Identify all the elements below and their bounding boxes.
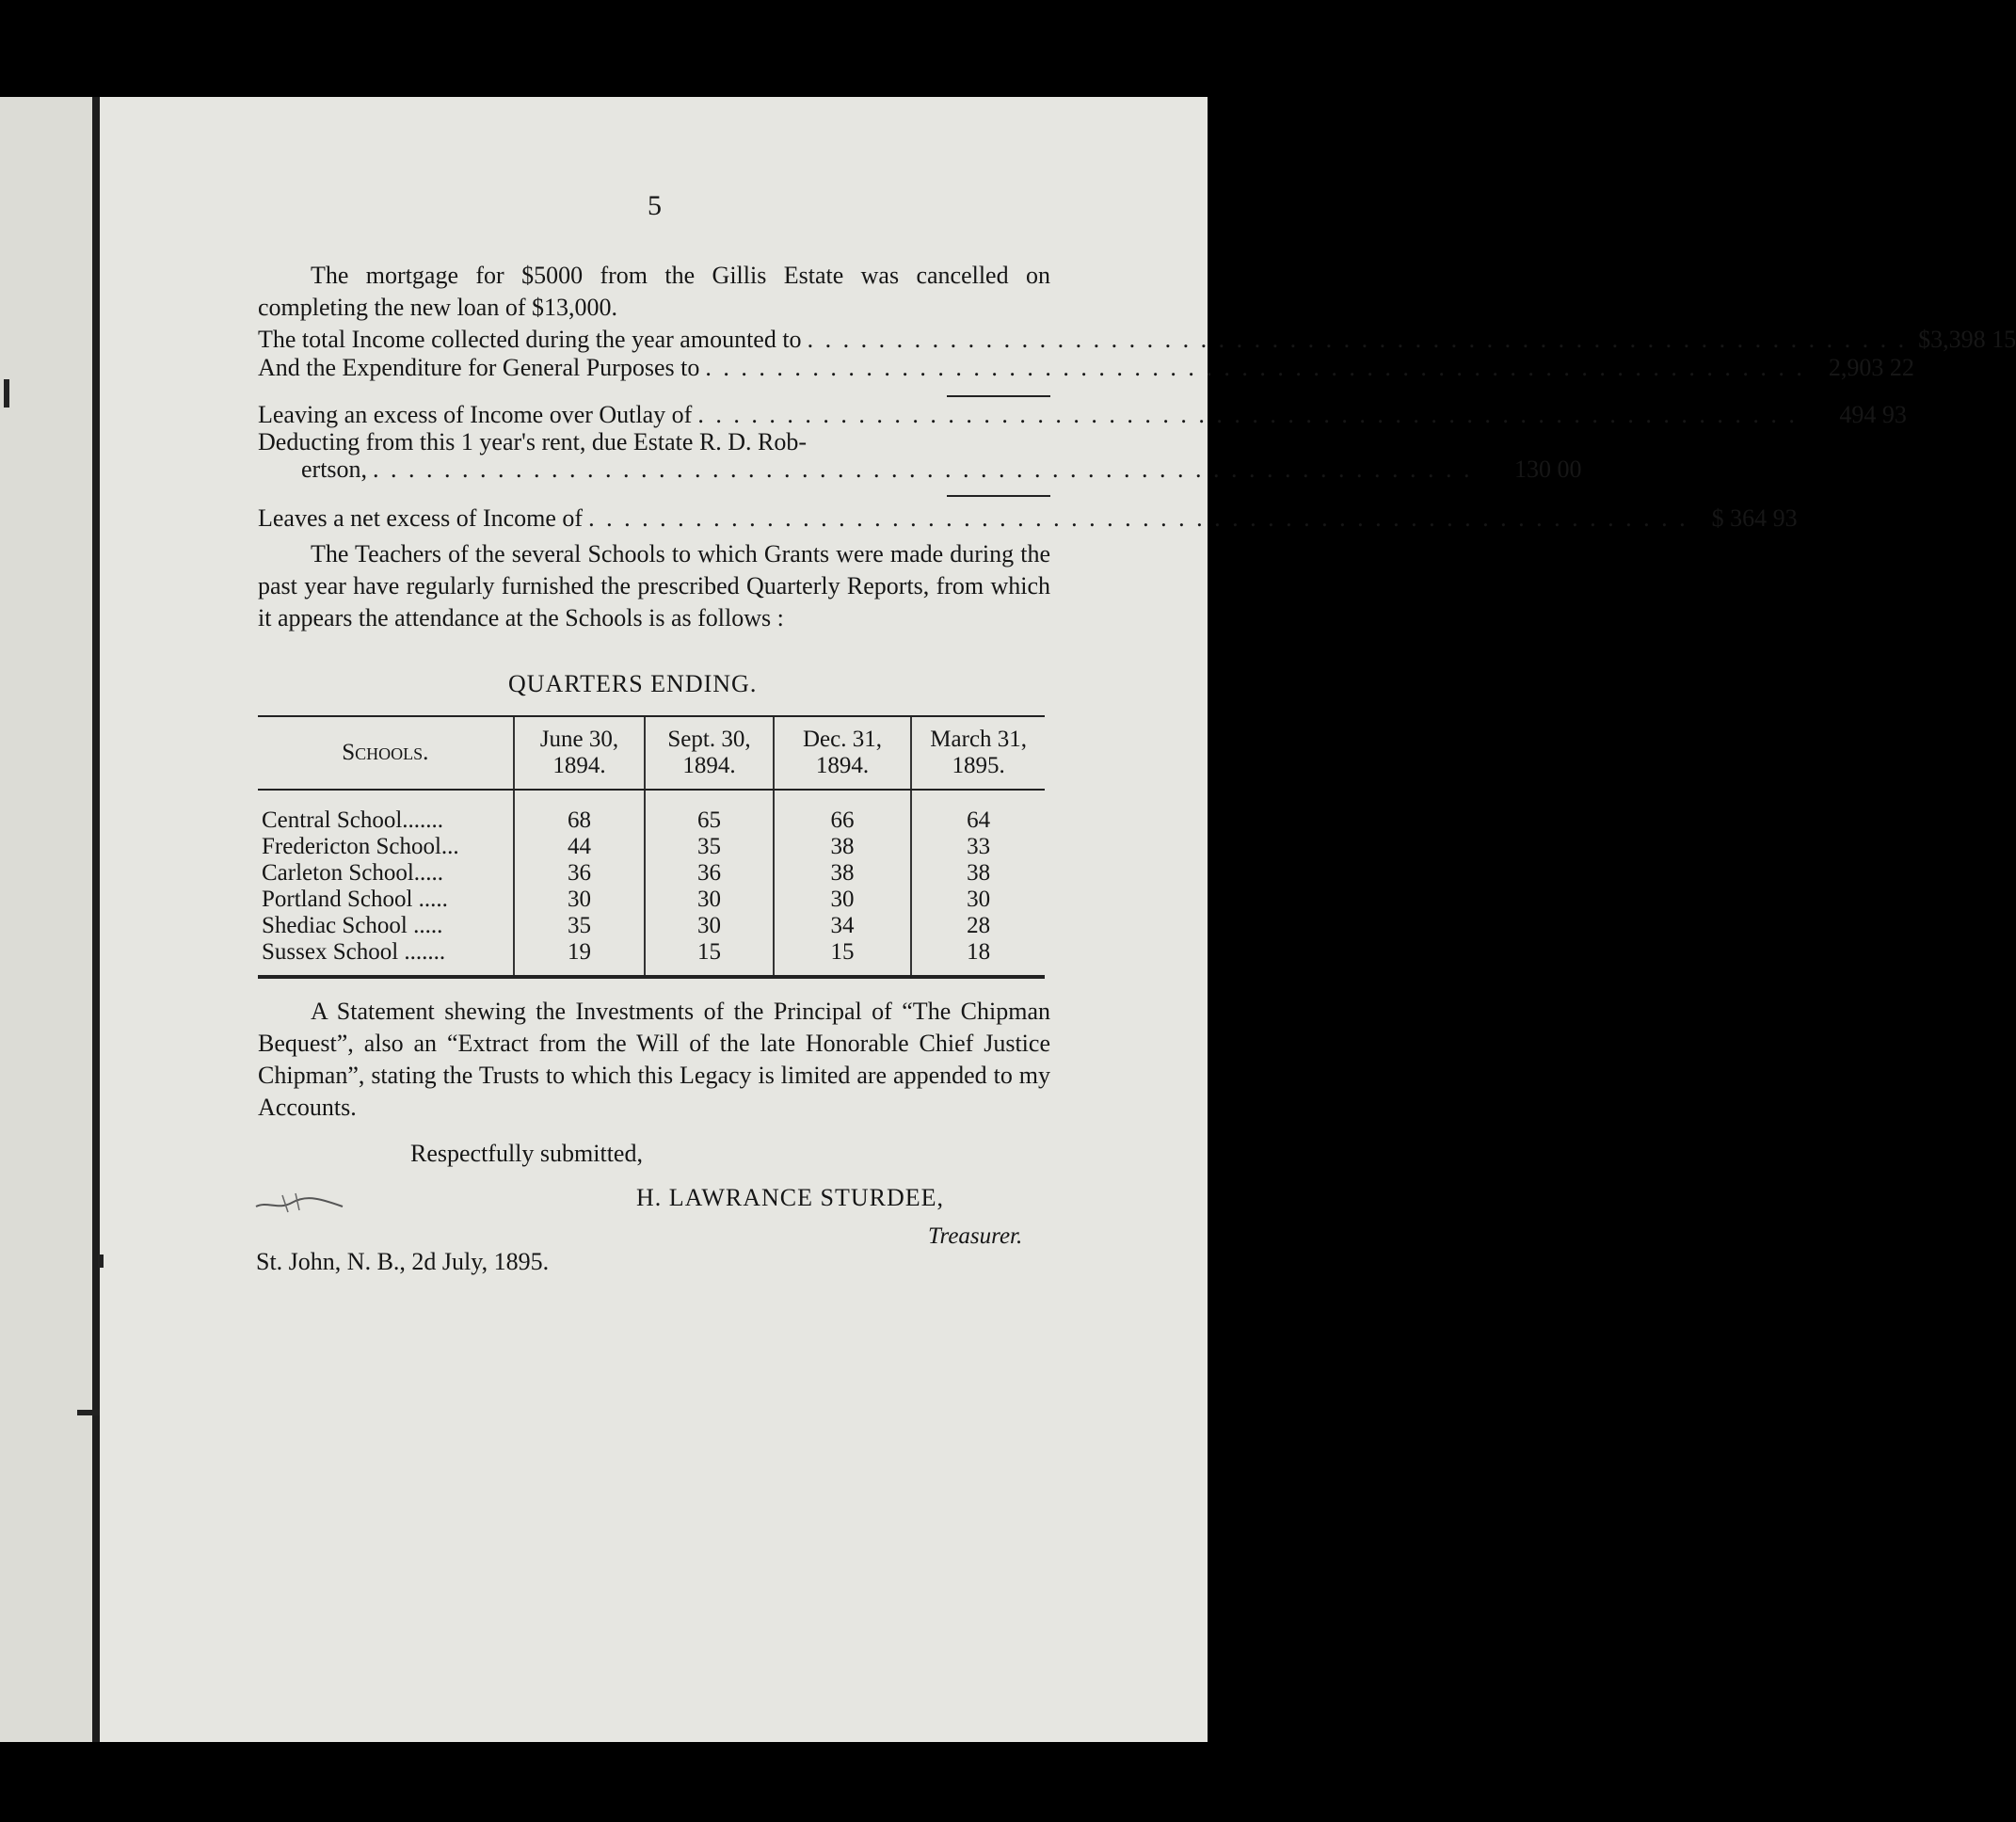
attendance-value: 38 <box>911 860 1045 887</box>
attendance-value: 30 <box>911 887 1045 913</box>
teachers-block <box>258 538 1050 634</box>
attendance-value: 68 <box>514 790 646 834</box>
table-row <box>258 834 1045 860</box>
column-header-quarter: Sept. 30, 1894. <box>645 716 773 790</box>
attendance-value: 65 <box>645 790 773 834</box>
teachers-paragraph: The Teachers of the several Schools to which Grants were made during the past year have regularly furnished the prescribed Quarterly Reports, from which it appears the attendance at the Schools is as follows : <box>258 540 1050 631</box>
place-date: St. John, N. B., 2d July, 1895. <box>256 1248 550 1275</box>
ledger-label: The total Income collected during the year amounted to <box>258 326 802 353</box>
attendance-value: 38 <box>774 834 912 860</box>
ledger-row-expenditure <box>258 354 1914 382</box>
column-header-quarter: June 30, 1894. <box>514 716 646 790</box>
ledger-label: Leaving an excess of Income over Outlay of <box>258 401 693 428</box>
ledger-row-income <box>258 326 2016 354</box>
attendance-value: 35 <box>514 913 646 939</box>
binding-line <box>92 97 100 1742</box>
attendance-value: 15 <box>645 939 773 977</box>
signatory-title: Treasurer. <box>928 1223 1023 1249</box>
attendance-value: 30 <box>645 887 773 913</box>
attendance-value: 38 <box>774 860 912 887</box>
table-header-row <box>258 716 1045 790</box>
signatory-name: H. LAWRANCE STURDEE, <box>636 1184 945 1211</box>
ledger-amount: $ 364 93 <box>1711 504 1798 532</box>
ledger <box>258 326 2016 533</box>
ledger-amount: $3,398 15 <box>1918 326 2016 353</box>
attendance-value: 35 <box>645 834 773 860</box>
ledger-row-excess <box>258 401 1907 429</box>
attendance-value: 34 <box>774 913 912 939</box>
ledger-amount: 494 93 <box>1839 401 1907 428</box>
attendance-value: 36 <box>645 860 773 887</box>
school-name: Fredericton School... <box>262 834 459 859</box>
ledger-row-net <box>258 504 1798 533</box>
attendance-value: 36 <box>514 860 646 887</box>
intro-block <box>258 260 1050 324</box>
closing-block <box>258 996 1050 1124</box>
attendance-value: 66 <box>774 790 912 834</box>
ledger-label: And the Expenditure for General Purposes to <box>258 354 700 381</box>
table-row <box>258 887 1045 913</box>
attendance-value: 19 <box>514 939 646 977</box>
table-row <box>258 790 1045 834</box>
attendance-value: 64 <box>911 790 1045 834</box>
table-row <box>258 860 1045 887</box>
ink-smudge <box>254 1188 344 1216</box>
page-number: 5 <box>648 190 662 221</box>
attendance-table <box>258 715 1045 979</box>
facing-page-edge <box>0 97 92 1742</box>
attendance-value: 30 <box>514 887 646 913</box>
sum-rule <box>947 495 1050 497</box>
attendance-value: 15 <box>774 939 912 977</box>
school-name: Portland School ..... <box>262 887 448 912</box>
column-header-quarter: Dec. 31, 1894. <box>774 716 912 790</box>
attendance-value: 28 <box>911 913 1045 939</box>
intro-paragraph: The mortgage for $5000 from the Gillis Estate was cancelled on completing the new loan of $13,000. <box>258 262 1050 321</box>
closing-paragraph: A Statement shewing the Investments of the Principal of “The Chipman Bequest”, also an “Extract from the Will of the late Honorable Chief Justice Chipman”, stating the Trusts to which this Legacy is limited are appended to my Accounts. <box>258 998 1050 1121</box>
ledger-amount: 130 00 <box>1514 456 1582 483</box>
column-header-quarter: March 31, 1895. <box>911 716 1045 790</box>
edge-mark <box>77 1410 100 1415</box>
ledger-row-deduction-line1 <box>258 429 1050 456</box>
attendance-value: 30 <box>774 887 912 913</box>
column-header-schools: Schools. <box>258 716 514 790</box>
edge-mark <box>98 1255 104 1268</box>
school-name: Carleton School..... <box>262 860 444 886</box>
school-name: Central School....... <box>262 807 444 833</box>
edge-mark <box>4 379 9 408</box>
attendance-value: 18 <box>911 939 1045 977</box>
ledger-row-deduction-line2 <box>258 456 1582 484</box>
school-name: Sussex School ....... <box>258 939 514 977</box>
ledger-label: Deducting from this 1 year's rent, due Estate R. D. Rob- <box>258 428 808 456</box>
ledger-label: ertson, <box>301 456 368 483</box>
attendance-value: 44 <box>514 834 646 860</box>
sum-rule <box>947 395 1050 397</box>
ledger-label: Leaves a net excess of Income of <box>258 504 584 532</box>
school-name: Shediac School ..... <box>262 913 443 938</box>
attendance-value: 30 <box>645 913 773 939</box>
ledger-amount: 2,903 22 <box>1828 354 1914 381</box>
table-row <box>258 939 1045 977</box>
table-row <box>258 913 1045 939</box>
signoff: Respectfully submitted, <box>410 1140 643 1167</box>
table-title: QUARTERS ENDING. <box>508 670 758 697</box>
attendance-value: 33 <box>911 834 1045 860</box>
